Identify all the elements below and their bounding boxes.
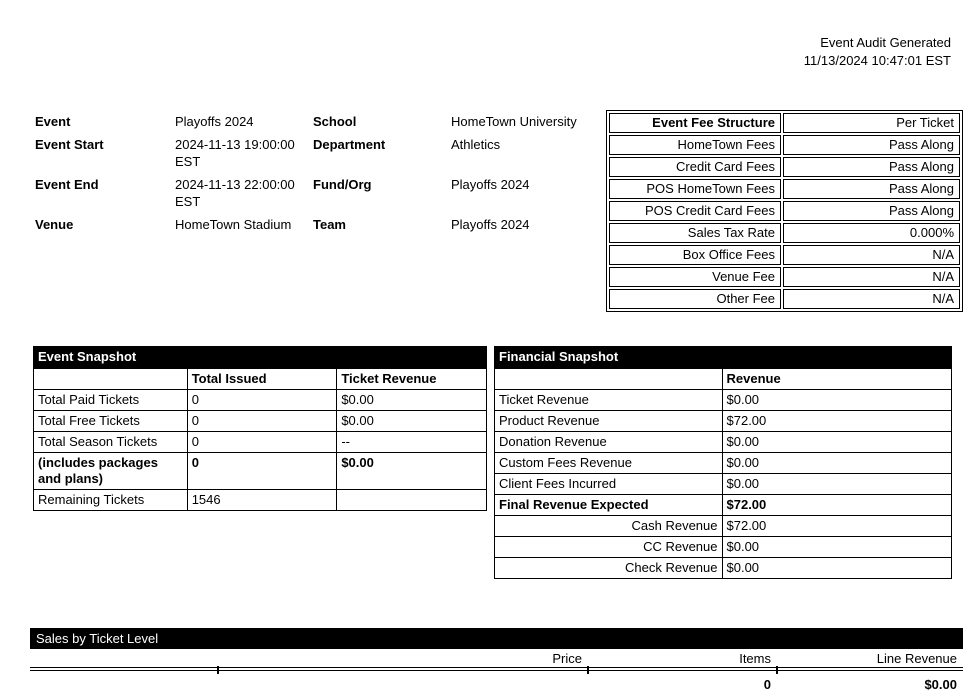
total-price-cell	[218, 677, 588, 693]
venue-label: Venue	[35, 217, 74, 232]
revenue-value: $72.00	[722, 516, 952, 537]
column-divider-tick	[217, 666, 219, 674]
price-header: Price	[552, 651, 582, 666]
revenue-value: $0.00	[722, 453, 952, 474]
revenue-value: $0.00	[337, 390, 487, 411]
sales-total-row	[30, 677, 963, 693]
table-row	[495, 537, 952, 558]
revenue-value: $0.00	[722, 432, 952, 453]
event-start-value: 2024-11-13 19:00:00 EST	[175, 137, 295, 169]
row-label: Remaining Tickets	[34, 490, 188, 511]
event-info-section	[35, 113, 601, 239]
revenue-value: $0.00	[337, 453, 487, 490]
issued-value: 1546	[187, 490, 337, 511]
line-revenue-header: Line Revenue	[876, 651, 957, 666]
event-fee-structure-table	[606, 110, 963, 312]
fee-label: Box Office Fees	[609, 245, 781, 265]
fee-value: Pass Along	[783, 135, 960, 155]
table-row	[34, 453, 487, 490]
fee-label: HomeTown Fees	[609, 135, 781, 155]
event-snapshot-table	[33, 368, 487, 511]
table-row	[34, 432, 487, 453]
revenue-value: $0.00	[337, 411, 487, 432]
row-label: Total Paid Tickets	[34, 390, 188, 411]
event-end-label: Event End	[35, 177, 99, 192]
row-label: Total Free Tickets	[34, 411, 188, 432]
column-divider-tick	[776, 666, 778, 674]
revenue-value	[337, 490, 487, 511]
fee-structure-header: Event Fee Structure	[609, 113, 781, 133]
event-start-label: Event Start	[35, 137, 104, 152]
row-label: Final Revenue Expected	[495, 495, 723, 516]
report-generated-timestamp: 11/13/2024 10:47:01 EST	[803, 52, 951, 68]
fee-structure-header-value: Per Ticket	[783, 113, 960, 133]
financial-snapshot-table	[494, 368, 952, 579]
event-info-row	[35, 113, 601, 136]
table-row	[495, 411, 952, 432]
row-label: Ticket Revenue	[495, 390, 723, 411]
table-row	[495, 558, 952, 579]
fund-org-value: Playoffs 2024	[451, 177, 530, 192]
school-value: HomeTown University	[451, 114, 577, 129]
fee-value: N/A	[783, 245, 960, 265]
fee-row	[609, 201, 960, 221]
team-label: Team	[313, 217, 346, 232]
fee-label: Sales Tax Rate	[609, 223, 781, 243]
table-row	[495, 495, 952, 516]
fee-row	[609, 179, 960, 199]
column-header-row	[495, 369, 952, 390]
row-label: Product Revenue	[495, 411, 723, 432]
fund-org-label: Fund/Org	[313, 177, 372, 192]
revenue-value: $0.00	[722, 537, 952, 558]
event-info-row	[35, 216, 601, 239]
fee-label: POS Credit Card Fees	[609, 201, 781, 221]
fee-row	[609, 289, 960, 309]
row-label: Cash Revenue	[495, 516, 723, 537]
sales-table-divider-rule	[30, 667, 963, 671]
event-end-value: 2024-11-13 22:00:00 EST	[175, 177, 295, 209]
event-info-row	[35, 136, 601, 176]
total-issued-header: Total Issued	[187, 369, 337, 390]
department-label: Department	[313, 137, 386, 152]
ticket-revenue-header: Ticket Revenue	[337, 369, 487, 390]
event-value: Playoffs 2024	[175, 114, 254, 129]
fee-label: Venue Fee	[609, 267, 781, 287]
fee-row	[609, 267, 960, 287]
revenue-value: --	[337, 432, 487, 453]
fee-label: Credit Card Fees	[609, 157, 781, 177]
column-header-row	[34, 369, 487, 390]
column-divider-tick	[587, 666, 589, 674]
revenue-value: $72.00	[722, 495, 952, 516]
table-row	[495, 516, 952, 537]
row-label: Custom Fees Revenue	[495, 453, 723, 474]
report-generated-header	[804, 34, 951, 69]
sales-by-ticket-level-title-bar: Sales by Ticket Level	[30, 628, 963, 649]
issued-value: 0	[187, 390, 337, 411]
table-row	[34, 411, 487, 432]
revenue-header: Revenue	[722, 369, 952, 390]
report-title: Event Audit Generated	[820, 35, 951, 50]
issued-value: 0	[187, 411, 337, 432]
total-line-revenue-cell: $0.00	[924, 677, 957, 692]
table-row	[495, 390, 952, 411]
fee-row	[609, 157, 960, 177]
row-label: Check Revenue	[495, 558, 723, 579]
fee-row	[609, 245, 960, 265]
row-label: CC Revenue	[495, 537, 723, 558]
fee-value: Pass Along	[783, 201, 960, 221]
team-value: Playoffs 2024	[451, 217, 530, 232]
financial-snapshot-section	[494, 346, 952, 579]
table-row	[34, 490, 487, 511]
financial-snapshot-title-bar: Financial Snapshot	[494, 346, 952, 368]
revenue-value: $0.00	[722, 474, 952, 495]
blank-header	[34, 369, 188, 390]
school-label: School	[313, 114, 357, 129]
row-label: Total Season Tickets	[34, 432, 188, 453]
revenue-value: $72.00	[722, 411, 952, 432]
fee-row	[609, 135, 960, 155]
table-row	[495, 474, 952, 495]
fee-label: POS HomeTown Fees	[609, 179, 781, 199]
blank-header	[495, 369, 723, 390]
fee-label: Other Fee	[609, 289, 781, 309]
event-snapshot-title-bar: Event Snapshot	[33, 346, 487, 368]
table-row	[34, 390, 487, 411]
venue-value: HomeTown Stadium	[175, 217, 292, 232]
revenue-value: $0.00	[722, 558, 952, 579]
event-info-row	[35, 176, 601, 216]
issued-value: 0	[187, 432, 337, 453]
blank-cell	[30, 677, 218, 693]
issued-value: 0	[187, 453, 337, 490]
total-items-cell: 0	[763, 677, 771, 692]
fee-header-row	[609, 113, 960, 133]
sales-column-headers	[30, 651, 963, 667]
fee-value: Pass Along	[783, 179, 960, 199]
department-value: Athletics	[451, 137, 501, 152]
revenue-value: $0.00	[722, 390, 952, 411]
blank-header	[30, 651, 218, 667]
row-label: (includes packages and plans)	[34, 453, 188, 490]
items-header: Items	[739, 651, 771, 666]
table-row	[495, 432, 952, 453]
fee-value: N/A	[783, 289, 960, 309]
event-snapshot-section	[33, 346, 487, 511]
row-label: Client Fees Incurred	[495, 474, 723, 495]
table-row	[495, 453, 952, 474]
row-label: Donation Revenue	[495, 432, 723, 453]
fee-row	[609, 223, 960, 243]
fee-value: Pass Along	[783, 157, 960, 177]
fee-value: 0.000%	[783, 223, 960, 243]
fee-value: N/A	[783, 267, 960, 287]
event-label: Event	[35, 114, 71, 129]
